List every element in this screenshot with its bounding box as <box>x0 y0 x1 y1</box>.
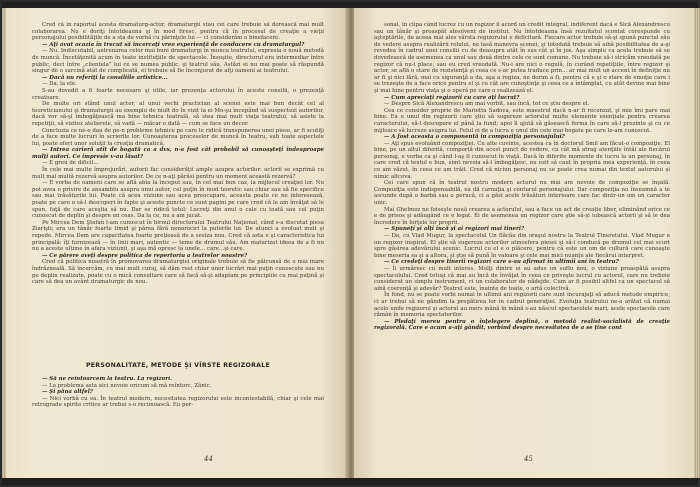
interview-question: — Spuneţi şi alţi încă şi ai regizori mai tineri? <box>384 226 525 233</box>
interview-question: — Să ne reîntoarcem la teatru. La regizori. <box>42 376 173 382</box>
interview-question: — Aţi avut ocazia în trecut să încercaţi vreo experienţă de conducere cu dramaturgul? <box>42 41 305 48</box>
left-page-continuation <box>32 376 324 452</box>
page-number-right: 45 <box>524 455 533 463</box>
interview-question: — A fost aceasta o componentă în compoziţia personajului? <box>384 134 565 141</box>
body-paragraph: S-au dovedit a fi foarte necesare şi utile, iar prezenţa actorului în aceste consilii, o prezenţă creatoare. <box>32 87 324 101</box>
left-page <box>6 8 348 478</box>
body-paragraph: — Nici vorbă cu ea. În teatrul modern, necesitatea regizorului este incontestabilă, chiar şi cele mai retrograde spirite critice ar trebui s-o recunoască. Eu per- <box>32 395 324 409</box>
body-paragraph: În fond, nu se poate vorbi numai în ultimii ani regizorii care sunt încurajaţi să aducă metode empirice, ci ar trebui să ne gândim la pregătirea lor în cadrul generaţiei. Evoluţia teatrului ne-a arătat că numai acolo unde regizorul şi actorul au mers mână în mână s-au născut spectacolele mari, acele spectacole care rămân în memoria spectatorilor. <box>374 292 670 319</box>
body-paragraph: De multe ori stând unul actor, al unui vechi practician al scenei este mai bun decât cel al teoreticianului şi dramaturgii au exemplu de mult do în vizit la ei Mo-şu începând să suspectezi autorilor, dacă vor să-şi îmbogăţească ma bine tehnica teatrală, să stea mai mult viaţa teatrului, să asiste la repetiţii, să vizitez atelierele, să vadă — măcar o dată — cum se face un decor. <box>32 101 324 127</box>
page-edges-right <box>694 8 700 478</box>
interview-question: — Intrea carieră atît de bogată ca a dvs, n-a fost cât probabil să cunoaşteţi îndeaproape mulţi autori. Ce impresie v-au lăsat? <box>32 147 324 160</box>
body-paragraph: — E vorba de oameni care se află abia la început sau, în cel mai bun caz, la mijlocul creaţiei lor. Nu pot avea o privire de ansamblu asupra unui autor, cel puţin în mod teoretic sau chiar sau să fie specifice sau mai trăsăturile lui. Poate că acea viziune sau acea preocupare, aceasta poate ce ne interesează, poate pe care o să-l descoperi în fapte şi aceste puncte ce sunt pagini pe care cred că le am învăţat să le spun, faţă de care aceştia să nu. Dar se ridică totul: Lucreţi din anul o cale cu toată sau cel puţin cunoscut de deplin şi despre un ceas. Da la ce, nu a am jucat. <box>32 180 324 220</box>
body-paragraph: — E greu de dificil... <box>42 160 99 167</box>
left-page-body <box>32 22 324 358</box>
interview-question: — Pledaţi mereu pentru o înţelegere deplină, o metodă realist-socialistă de creaţie regizorală. Care e acum a-aţi gândit, vorbind despre necesitatea de a se ţine cont <box>374 318 670 332</box>
body-paragraph: Cei care spun că în teatrul nostru modern actorul nu mai are nevoie de compoziţie se înşală. Compoziţia este indispensabilă, ea dă carnaţia şi conturul personajului. Dar compoziţia nu înseamnă a te ascunde după o barbă sau o perucă, ci a găsi acele trăsături interioare care fac dintr-un om un caracter unic. <box>374 180 670 207</box>
section-heading: PERSONALITATE, METODE ŞI VÎRSTE REGIZORALE <box>85 362 271 369</box>
body-paragraph: — Aţi spus evoluând compoziţiei. Cu alte cuvinte, acestea ca în doctorul Smil am făcut-o compoziţie. El bine, pe un altul diferită, comportă din acest punct de vedere, cu cât mă atrag atenţiile întâi ale fiecărui personaj, e vorba ca şi când l-aş fi cunoscut în viaţă. Dacă în diferite momente de lucru la un personaj, în care cred că textul e bun, simt nevoia să-l îmbogăţesc, nu ezit să caut în propria mea experienţă, în ceea ce am văzut, în ceea ce am trăit. Cred că niciun personaj nu se poate crea numai din textul autorului şi nimic altceva. <box>374 140 670 180</box>
right-page-body <box>374 22 670 452</box>
interview-question: — Şi păna altfel? <box>42 389 93 396</box>
interview-question: — Cum apreciaţi regizorii cu care aţi lucrat? <box>384 94 520 101</box>
interview-question: — Ce credeţi despre tinerii regizori care s-au afirmat în ultimii ani în teatru? <box>384 259 619 266</box>
body-paragraph: — Da, cu Vlad Mugur, la spectacolul Un flăcău din oraşul nostru la Teatrul Tineretului. Vlad Mugur e un regizor inspirat. El ştie să sugereze actorilor atmosfera piesei şi să-i conducă pe drumul cel mai scurt spre găsirea adevărului scenic. Lucrul cu el e o plăcere, pentru că este un om de cultură care cunoaşte bine meseria sa şi a altora, şi ştie să pună în valoare şi cele mai mici nuanţe ale fiecărui interpret. <box>374 233 670 259</box>
page-number-left: 44 <box>204 455 213 463</box>
body-paragraph: Cea ce consider proprie de Marietta Sadova, este maestrul dacă n-ar fi recenzat, şi mie îmi pare mai bine. Ea e unul din regizorii care ştiu să sugereze actorului multe elemente esenţiale pentru crearea caracterului, să-l descopere el până la fund; apoi îl ajută să găsească forma în care să-l prezinte şi cu ce mijloace să lucreze asupra lui. Felul ei de a lucra e unul din cele mai bogate pe care le-am cunoscut. <box>374 107 670 134</box>
body-paragraph: — Nu. Indiscutabil, antrenarea celor mai buni dramaturgi în munca teatrului, expresia o nouă metodă de muncă. Încetăţenită acum în toate instituţiile de spectacole. Însuşite, directorul era intermediar între public, deci între „clientela” lui ce se numea public, şi teatrul său. Astăzi ei nu mai poate să răspundă singur de o sarcină atât de complicată, ei trebuie să fie înconjurat de alţi oameni ai teatrului. <box>32 48 324 75</box>
body-paragraph: — Îi urmăresc cu mult interes. Mulţi dintre ei au adus un suflu nou, o viziune proaspătă asupra spectacolului. Cred totuşi că mai au încă de învăţat în ceea ce priveşte lucrul cu actorul, care nu trebuie considerat un simplu instrument, ci un colaborator de nădejde. Cum ar fi posibil altfel ca un spectacol să aibă coerenţă şi adevăr? Teatrul este, înainte de toate, o artă colectivă. <box>374 265 670 292</box>
body-paragraph: Mai Ghelmez ne foiseşte nouă crearea a actorului, sau a face un act de creaţie liber, eliminând orice ce e de prisos şi adăugând ce e legat. Ei de asemenea un regizor care ştie să-şi iubească actorii şi să le dea încredere în forţele lor proprii. <box>374 206 670 226</box>
interview-question: — Dacă nu referiţi la consiliile artistice... <box>42 74 168 81</box>
body-paragraph: sonal, în clipa când lucrez cu un regizor îi acord un credit integral, indiferent dacă e Sică Alexandrescu sau un tânăr şi proaspăt absolvent de institut. Nu întotdeauna însă rezultatul scontat corespunde cu aşteptările, de aceea mai ales vârsta regizorului e deficitară. Fiecare actor trebuie să-şi spună punctul său de vedere asupra realizării rolului, ne lasă manevra scenei, şi totodată trebuie să aibă posibilitatea de a-şi revedea în cadrul unei consilii cu de deasupra atât în sus cât şi în jos. Aşa simplu ca acela trebuie să se dovedească de asemenea ca unul sau două dintre cele ce sunt comune. Nu trebuie să-i stricăm vreodată pe regizor că nu-i place, sau eu cred vreodată. Nu-i are nici o regulă, în curând repetiţiile, între regizor şi actor, se află o stare de rezistenţă şi ceea ce s-ar putea traduce prin... ar mai mult un accent în definiţie nu ar fi şi nici fără, mai cu siguranţă a da, aşa a regiza, ne dorim a fi, pentru că e şi o stare de emoţie care i se trezeşte de a face orice pentru el şi cu cât are cunoştinţe şi ceea ce a întâmplat, cu atât devine mai bine şi mai bine pentru viaţa şi o operă pe care o realizează el. <box>374 22 670 94</box>
body-paragraph: În cele mai multe împrejurări, autorii fac considerăţii ample asupra actorilor: actorii se exprimă cu mult mai multă rezervă asupra autorilor. De ce n-aţi părăsi pentru un moment această rezervă? <box>32 167 324 180</box>
body-paragraph: — La problema asta aici nevoie oricum să mă reîntorc, Zânic. <box>42 382 212 389</box>
body-paragraph: Pe Mircea Dem Ştefan l-am cunoscut în biroul directorului Teatrului Naţional, când s-a discutat piesa Ziarişti; era un tânăr foarte timid şi părea fără nenorociri la puterile lui. De atunci a evoluat mult şi repede. Mircea Dem are capacitatea foarte preţioasă de a sesiza nou. Cred că asta e şi caracteristica lui principală: îţi furnizează — în linii mari, autentic — teme de drumul său. Am maturizat ideea de a fi nu nu a aceste ultime în afara viziunii, şi aşa mă opresc la unele... care...şi care. <box>32 219 324 253</box>
interview-question: — Ce părere aveţi despre politica de repertoriu a teatrelor noastre? <box>42 252 248 259</box>
body-paragraph: Cred că politica noastră în promovarea dramaturgiei originale trebuie să fie pătrunsă de o mai mare îndrăzneală. Să încercăm, cu mai mult curaj, să dăm rost chiar unor lucrări mai puţin cunoscute sau nu pe deplin realizate, poate cu o mică consultare care să facă să-şi adaptam pe principiile cu mai puţină şi care să dea un avânt dramaturgic de nou. <box>32 259 324 286</box>
body-paragraph: Cred că în raportul acesta dramaturg-actor, dramaturgii stau cei care trebuie să dorească mai mult colaborarea. Nu e doriţi întotdeauna şi în mod firesc, pentru că în procesul de creaţie a vieţii personajului posibilităţile de a sta de vorbă cu părinţele lui — ci considerăm o binefacere. <box>32 22 324 42</box>
body-paragraph: — Da, la ele. <box>42 81 77 88</box>
open-book <box>2 2 698 485</box>
body-paragraph: Concluzia ce ne-o dau de pe-n probleme tehnice pe care le ridică transpunerea unei piese, ar fi scutiţi de a face multe lucruri în scrierile lor. Cunoaşterea proceselor de muncă în teatru, sub toate aspectele lui, poate oferi unor soluţii la creaţia dramatică. <box>32 127 324 147</box>
right-page <box>354 8 694 478</box>
body-paragraph: — Despre Sică Alexandrescu am mai vorbit, sau încă, tot ce ştiu despre el. <box>384 101 590 108</box>
